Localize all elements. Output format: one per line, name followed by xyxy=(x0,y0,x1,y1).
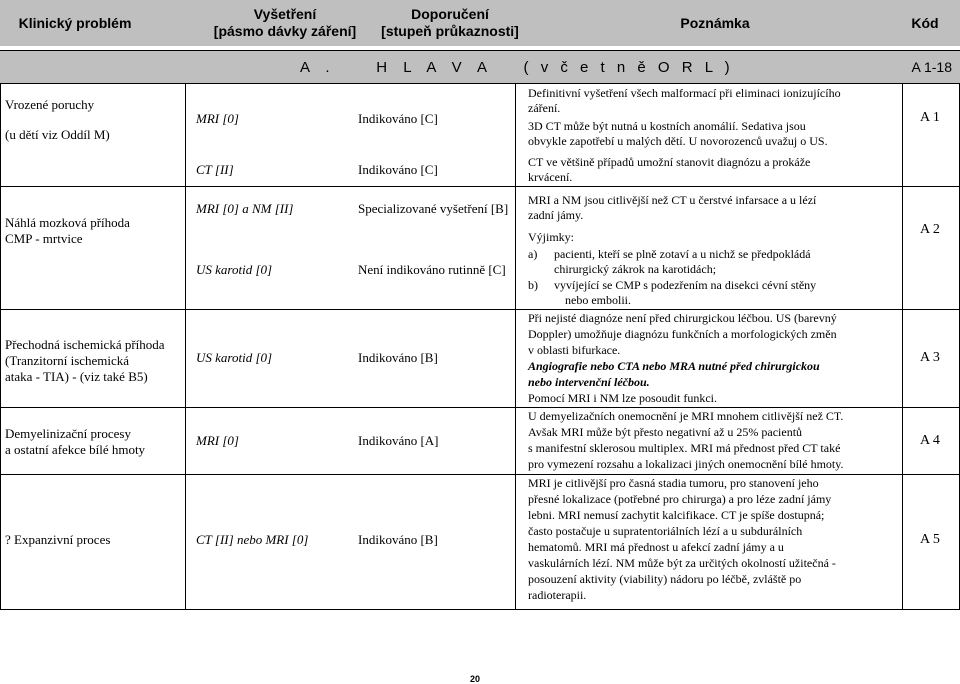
problem-text: Demyelinizační procesy xyxy=(5,426,131,441)
note-text-emphasis: Angiografie nebo CTA nebo MRA nutné před chirurgickou xyxy=(528,359,820,373)
section-heading: H L A V A xyxy=(376,59,494,76)
note-text: často postačuje u supratentoriálních lézí a u subdurálních xyxy=(528,524,803,538)
row-code: A 5 xyxy=(920,532,940,547)
exam-text: MRI [0] a NM [II] xyxy=(196,201,294,216)
header-col3-line2: [stupeň průkaznosti] xyxy=(381,23,519,39)
row-code: A 3 xyxy=(920,350,940,365)
note-text: lebni. MRI nemusí zachytit kalcifikace. CT je spíše dostupná; xyxy=(528,508,825,522)
recommendation-text: Specializované vyšetření [B] xyxy=(358,201,509,216)
row-divider xyxy=(0,186,960,187)
section-letter: A . xyxy=(300,59,336,76)
note-text: 3D CT může být nutná u kostních anomálií. Sedativa jsou xyxy=(528,119,806,133)
note-text: MRI a NM jsou citlivější než CT u čerstvé infarsace a u lézí xyxy=(528,193,817,207)
header-clinical-problem xyxy=(0,0,150,46)
note-text: Výjimky: xyxy=(528,230,575,244)
page-number: 20 xyxy=(470,674,481,684)
exam-text: CT [II] nebo MRI [0] xyxy=(196,532,309,547)
note-text: záření. xyxy=(528,101,561,115)
problem-text: a ostatní afekce bílé hmoty xyxy=(5,442,146,457)
section-subtitle: ( v č e t n ě O R L ) xyxy=(523,59,734,76)
note-text: v oblasti bifurkace. xyxy=(528,343,621,357)
exam-text: MRI [0] xyxy=(196,433,239,448)
note-text: U demyelizačních onemocnění je MRI mnohem citlivější než CT. xyxy=(528,409,844,423)
note-text: Definitivní vyšetření všech malformací při eliminaci ionizujícího xyxy=(528,86,841,100)
note-text: nebo embolii. xyxy=(565,293,631,307)
row-code: A 2 xyxy=(920,222,940,237)
problem-text: ? Expanzivní proces xyxy=(5,532,111,547)
row-code: A 4 xyxy=(920,433,940,448)
note-text-emphasis: nebo intervenční léčbou. xyxy=(528,375,650,389)
note-text: Pomocí MRI i NM lze posoudit funkci. xyxy=(528,391,717,405)
section-code: A 1-18 xyxy=(911,59,952,75)
header-col2-line2: [pásmo dávky záření] xyxy=(213,23,357,39)
note-text: Při nejisté diagnóze není před chirurgickou léčbou. US (barevný xyxy=(528,311,837,325)
row-divider xyxy=(0,474,960,475)
row-divider xyxy=(0,407,960,408)
note-text: s manifestní sklerosou multiplex. MRI má přednost před CT také xyxy=(528,441,841,455)
note-text: pacienti, kteří se plně zotaví a u nichž se předpokládá xyxy=(554,247,811,261)
note-text: posouzení aktivity (viability) nádoru po léčbě, zvláště po xyxy=(528,572,802,586)
header-col3-line1: Doporučení xyxy=(411,6,489,22)
note-text: chirurgický zákrok na karotidách; xyxy=(554,262,717,276)
recommendation-text: Indikováno [B] xyxy=(358,350,438,365)
problem-text: (u dětí viz Oddíl M) xyxy=(5,127,110,142)
recommendation-text: Indikováno [C] xyxy=(358,111,438,126)
problem-text: Náhlá mozková příhoda xyxy=(5,215,130,230)
header-col1: Klinický problém xyxy=(18,14,132,31)
problem-text: Vrozené poruchy xyxy=(5,97,95,112)
header-code xyxy=(895,0,955,46)
table-border-bottom xyxy=(0,609,960,610)
note-text: Doppler) umožňuje diagnózu funkčních a morfologických změn xyxy=(528,327,837,341)
note-text: přesné lokalizace (potřebné pro chirurga) a pro léze zadní jámy xyxy=(528,492,832,506)
note-text: CT ve většině případů umožní stanovit diagnózu a prokáže xyxy=(528,155,811,169)
column-divider xyxy=(902,84,903,610)
header-col5: Kód xyxy=(911,14,939,31)
note-text: Avšak MRI může být přesto negativní až u 25% pacientů xyxy=(528,425,803,439)
exam-text: US karotid [0] xyxy=(196,262,273,277)
note-text: zadní jámy. xyxy=(528,208,584,222)
recommendation-text: Indikováno [B] xyxy=(358,532,438,547)
note-list-marker: b) xyxy=(528,278,538,292)
note-text: krvácení. xyxy=(528,170,573,184)
note-text: radioterapii. xyxy=(528,588,587,602)
row-divider xyxy=(0,309,960,310)
note-list-marker: a) xyxy=(528,247,538,261)
problem-text: ataka - TIA) - (viz také B5) xyxy=(5,369,148,384)
exam-text: CT [II] xyxy=(196,162,234,177)
problem-text: (Tranzitorní ischemická xyxy=(5,353,130,368)
section-title xyxy=(300,59,734,76)
header-col4: Poznámka xyxy=(680,14,750,31)
header-recommendation xyxy=(350,0,550,46)
header-note xyxy=(640,0,790,46)
recommendation-text: Indikováno [C] xyxy=(358,162,438,177)
section-bar xyxy=(0,50,960,84)
note-text: pro vymezení rozsahu a lokalizaci jiných onemocnění bílé hmoty. xyxy=(528,457,844,471)
problem-text: CMP - mrtvice xyxy=(5,231,83,246)
recommendation-text: Není indikováno rutinně [C] xyxy=(358,262,506,277)
exam-text: MRI [0] xyxy=(196,111,239,126)
note-text: hematomů. MRI má přednost u afekcí zadní jámy a u xyxy=(528,540,784,554)
note-text: vyvíjející se CMP s podezřením na disekci cévní stěny xyxy=(554,278,817,292)
recommendation-text: Indikováno [A] xyxy=(358,433,439,448)
note-text: MRI je citlivější pro časná stadia tumoru, pro stanovení jeho xyxy=(528,476,819,490)
problem-text: Přechodná ischemická příhoda xyxy=(5,337,165,352)
table-border-left xyxy=(0,84,1,610)
header-col2-line1: Vyšetření xyxy=(253,6,317,22)
column-divider xyxy=(515,84,516,610)
row-code: A 1 xyxy=(920,110,940,125)
note-text: obvykle zapotřebí u malých dětí. U novorozenců uvažuj o US. xyxy=(528,134,828,148)
column-divider xyxy=(185,84,186,610)
note-text: vaskulárních lézí. NM může být za určitých okolností užitečná - xyxy=(528,556,836,570)
exam-text: US karotid [0] xyxy=(196,350,273,365)
table-header xyxy=(0,0,960,46)
